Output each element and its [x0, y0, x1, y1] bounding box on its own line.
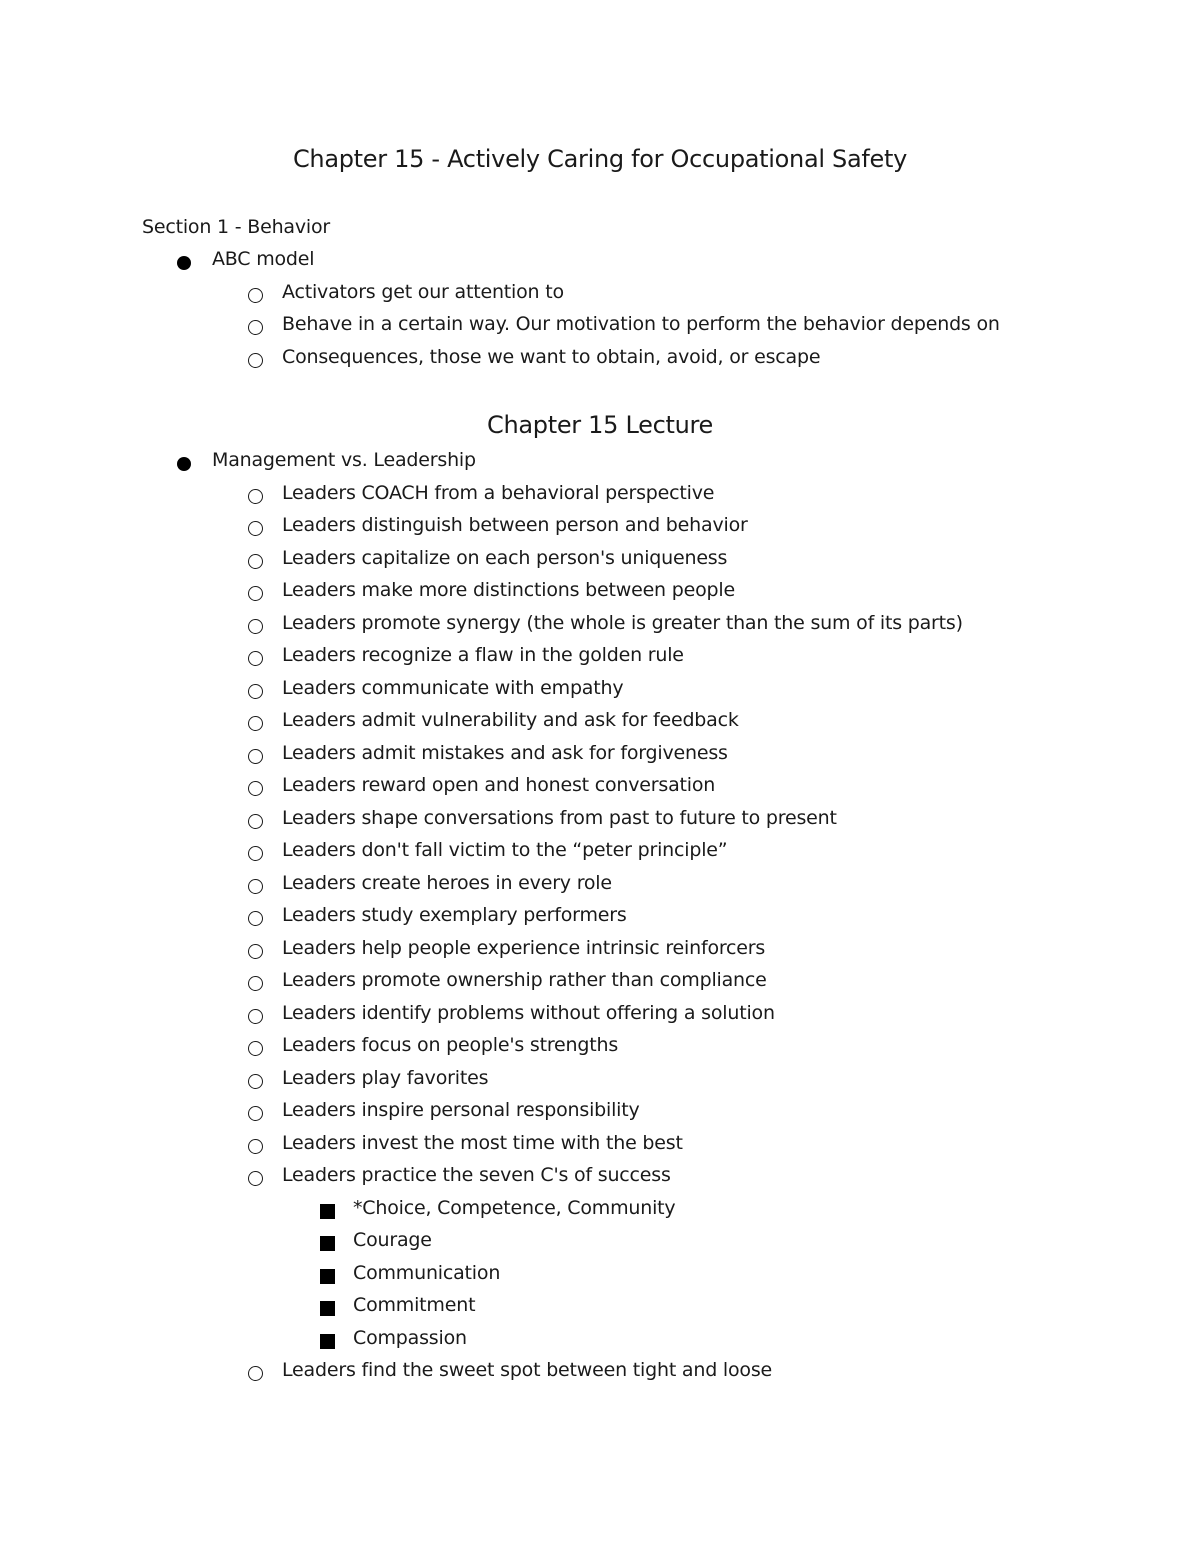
hollow-circle-bullet-icon [248, 781, 263, 796]
hollow-circle-bullet-icon [248, 554, 263, 569]
filled-square-bullet-icon [320, 1334, 335, 1349]
list-item-text: Communication [353, 1261, 501, 1284]
hollow-circle-bullet-icon [248, 1041, 263, 1056]
hollow-circle-bullet-icon [248, 320, 263, 335]
list-item-text: Leaders study exemplary performers [282, 904, 627, 926]
filled-square-bullet-icon [320, 1301, 335, 1316]
list-item-text: Leaders recognize a flaw in the golden rule [282, 644, 684, 666]
hollow-circle-bullet-icon [248, 944, 263, 959]
hollow-circle-bullet-icon [248, 586, 263, 601]
list-item-text: Leaders help people experience intrinsic reinforcers [282, 936, 766, 959]
hollow-circle-bullet-icon [248, 879, 263, 894]
list-item-text: Leaders find the sweet spot between tight and loose [282, 1359, 773, 1381]
list-item-text: Leaders admit mistakes and ask for forgiveness [282, 741, 728, 764]
list-item-text: ABC model [212, 248, 315, 270]
list-item-text: Management vs. Leadership [212, 449, 476, 471]
hollow-circle-bullet-icon [248, 489, 263, 504]
list-item-text: Compassion [353, 1326, 467, 1349]
section-heading: Section 1 - Behavior [142, 216, 331, 238]
list-item-text: Leaders distinguish between person and behavior [282, 514, 748, 536]
list-item-text: Leaders inspire personal responsibility [282, 1099, 640, 1121]
hollow-circle-bullet-icon [248, 1009, 263, 1024]
hollow-circle-bullet-icon [248, 911, 263, 926]
list-item-text: Leaders reward open and honest conversation [282, 774, 716, 796]
list-item-text: Leaders play favorites [282, 1066, 489, 1089]
hollow-circle-bullet-icon [248, 1366, 263, 1381]
hollow-circle-bullet-icon [248, 1171, 263, 1186]
hollow-circle-bullet-icon [248, 521, 263, 536]
filled-square-bullet-icon [320, 1204, 335, 1219]
hollow-circle-bullet-icon [248, 1139, 263, 1154]
list-item-text: Leaders promote synergy (the whole is greater than the sum of its parts) [282, 611, 963, 634]
lecture-title: Chapter 15 Lecture [487, 411, 713, 439]
list-item-text: Leaders capitalize on each person's uniqueness [282, 546, 728, 569]
list-item-text: Leaders communicate with empathy [282, 676, 624, 699]
list-item-text: Leaders shape conversations from past to future to present [282, 806, 837, 829]
list-item-text: Leaders make more distinctions between people [282, 579, 735, 601]
list-item-text: Courage [353, 1229, 432, 1251]
filled-circle-bullet-icon [177, 457, 191, 471]
filled-square-bullet-icon [320, 1236, 335, 1251]
list-item-text: Leaders invest the most time with the best [282, 1131, 683, 1154]
list-item-text: Leaders focus on people's strengths [282, 1034, 619, 1056]
list-item-text: Leaders admit vulnerability and ask for feedback [282, 709, 739, 731]
list-item-text: Leaders identify problems without offering a solution [282, 1001, 775, 1024]
hollow-circle-bullet-icon [248, 353, 263, 368]
list-item-text: *Choice, Competence, Community [353, 1196, 676, 1219]
list-item-text: Behave in a certain way. Our motivation to perform the behavior depends on [282, 313, 1000, 335]
hollow-circle-bullet-icon [248, 619, 263, 634]
hollow-circle-bullet-icon [248, 651, 263, 666]
hollow-circle-bullet-icon [248, 1106, 263, 1121]
hollow-circle-bullet-icon [248, 684, 263, 699]
hollow-circle-bullet-icon [248, 846, 263, 861]
hollow-circle-bullet-icon [248, 749, 263, 764]
list-item-text: Leaders practice the seven C's of success [282, 1164, 671, 1186]
hollow-circle-bullet-icon [248, 1074, 263, 1089]
filled-square-bullet-icon [320, 1269, 335, 1284]
list-item-text: Activators get our attention to [282, 280, 564, 303]
hollow-circle-bullet-icon [248, 976, 263, 991]
list-item-text: Leaders COACH from a behavioral perspective [282, 481, 715, 504]
filled-circle-bullet-icon [177, 256, 191, 270]
list-item-text: Commitment [353, 1294, 476, 1316]
hollow-circle-bullet-icon [248, 716, 263, 731]
list-item-text: Leaders don't fall victim to the “peter principle” [282, 839, 728, 861]
hollow-circle-bullet-icon [248, 814, 263, 829]
document-title: Chapter 15 - Actively Caring for Occupational Safety [292, 145, 908, 173]
list-item-text: Consequences, those we want to obtain, avoid, or escape [282, 345, 821, 368]
list-item-text: Leaders promote ownership rather than compliance [282, 969, 767, 991]
hollow-circle-bullet-icon [248, 288, 263, 303]
list-item-text: Leaders create heroes in every role [282, 871, 612, 894]
